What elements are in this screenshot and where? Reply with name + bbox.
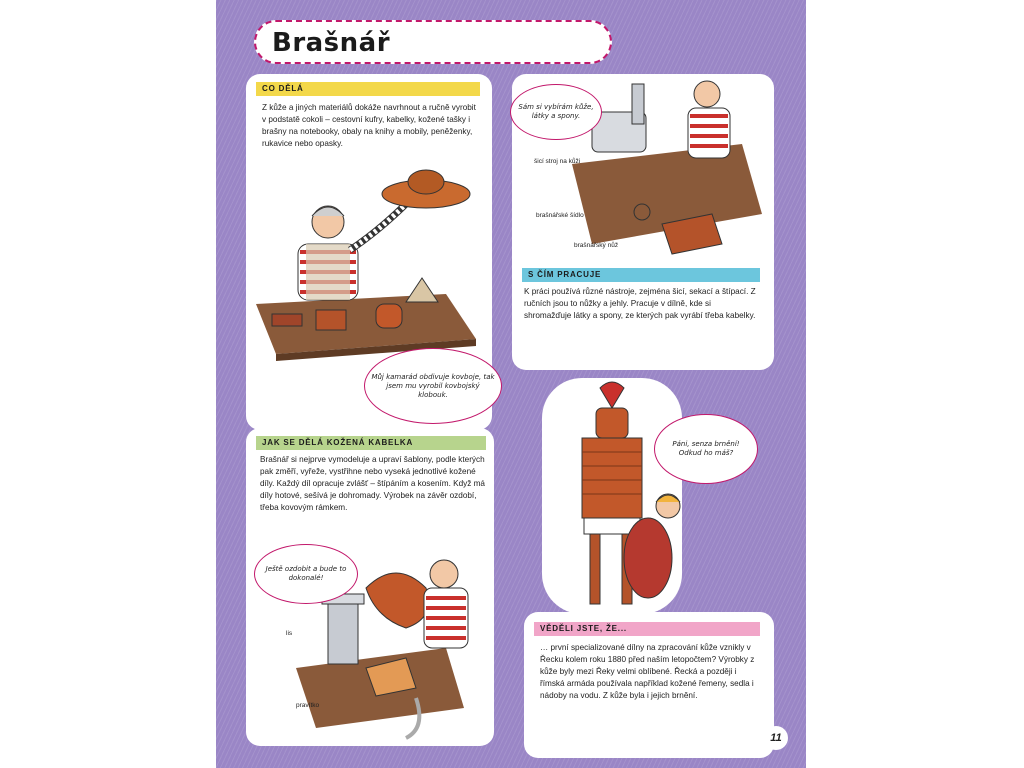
page-title: Brašnář xyxy=(272,28,391,58)
label-s-cim: S ČÍM PRACUJE xyxy=(522,268,760,282)
panel-jak-se-dela xyxy=(246,428,494,746)
label-co-dela: CO DĚLÁ xyxy=(256,82,480,96)
callout-sidlo: brašnářské šídlo xyxy=(536,212,584,219)
page-number: 11 xyxy=(764,726,788,750)
callout-pravitko: pravítko xyxy=(296,702,320,709)
panel-s-cim-pracuje xyxy=(512,74,774,370)
label-jak-se: JAK SE DĚLÁ KOŽENÁ KABELKA xyxy=(256,436,486,450)
speech-bubble-choose: Sám si vybírám kůže, látky a spony. xyxy=(510,84,602,140)
speech-bubble-decorate: Ještě ozdobit a bude to dokonalé! xyxy=(254,544,358,604)
text-vedeli: … první specializované dílny na zpracování kůže vznikly v Řecku kolem roku 1880 před naším letopočtem? Výrobky z kůže byly mezi Řeky velmi oblíbené. Řecká a později i římská armáda používala například kožené řemeny, sedla i nádoby na vodu. Z kůže byla i jejich brnění. xyxy=(540,643,755,700)
label-vedeli: VĚDĚLI JSTE, ŽE... xyxy=(534,622,760,636)
speech-bubble-armor: Páni, senza brnění! Odkud ho máš? xyxy=(654,414,758,484)
book-page xyxy=(216,0,806,768)
text-co-dela: Z kůže a jiných materiálů dokáže navrhnout a ručně vyrobit v podstatě cokoli – cestovní kufry, kabelky, kožené tašky i brašny na notebooky, obaly na knihy a mobily, peněženky, rukavice nebo opasky. xyxy=(262,103,476,148)
panel-vedeli-jste xyxy=(524,612,774,758)
speech-bubble-cowboy: Můj kamarád obdivuje kovboje, tak jsem mu vyrobil kovbojský klobouk. xyxy=(364,348,502,424)
callout-lis: lis xyxy=(286,630,293,637)
text-jak-se: Brašnář si nejprve vymodeluje a upraví šablony, podle kterých pak změří, vyřeže, vystřihne nebo vyseká jednotlivé kožené díly. Každý díl opracuje zvlášť – štípáním a kosením. Když má díly hotové, sešívá je dohromady. Výrobek na závěr ozdobí, třeba kovovým rámkem. xyxy=(260,455,485,512)
callout-sici-stroj: šicí stroj na kůži xyxy=(534,158,581,165)
armor-cutout xyxy=(542,378,682,614)
illustration-armor xyxy=(542,378,682,614)
callout-nuz: brašnářský nůž xyxy=(574,242,619,249)
title-box xyxy=(254,20,612,64)
text-s-cim: K práci používá různé nástroje, zejména šicí, sekací a štípací. Z ručních jsou to nůžky a jehly. Pracuje v dílně, kde si shromažďuje látky a spony, ze kterých pak vyrábí třeba kabelky. xyxy=(524,287,756,320)
